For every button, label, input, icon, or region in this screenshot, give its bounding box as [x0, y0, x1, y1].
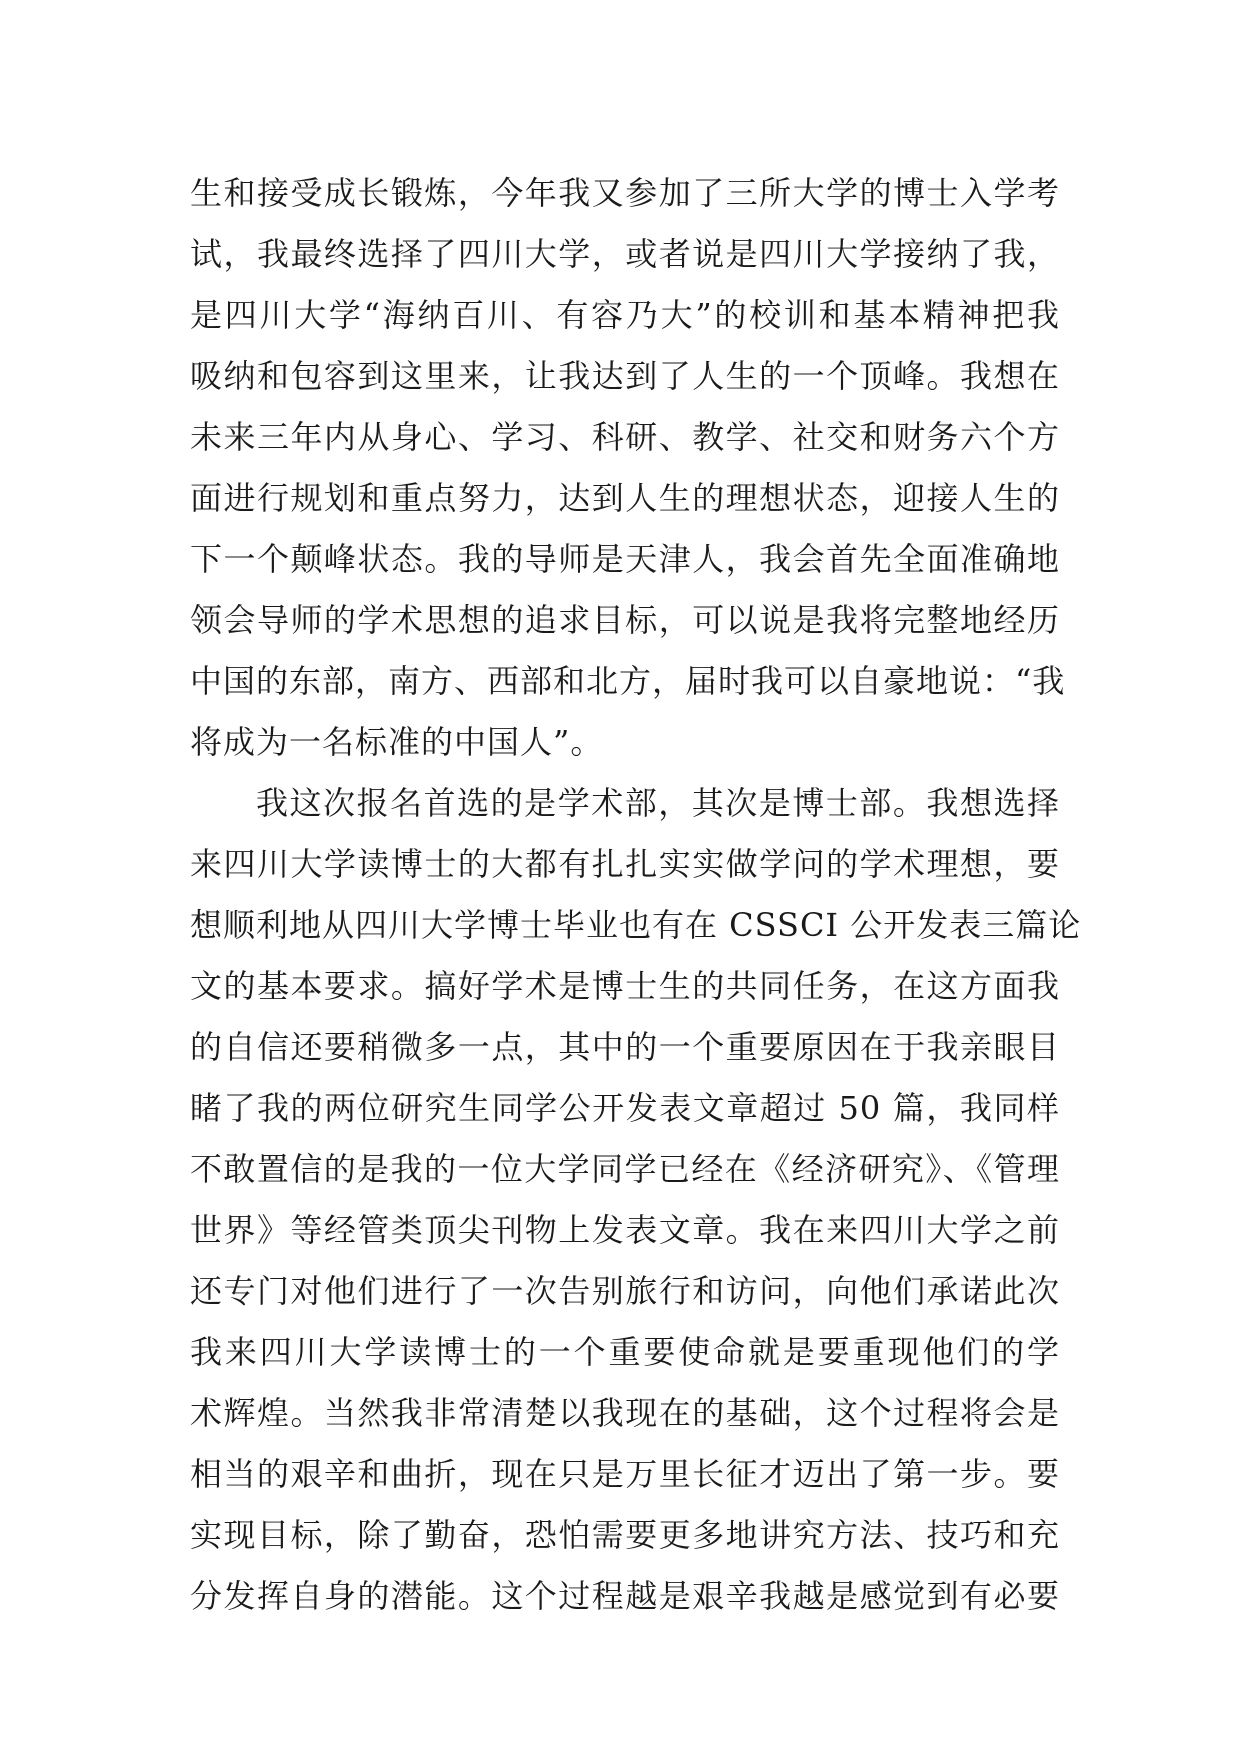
text-line: 术辉煌。当然我非常清楚以我现在的基础，这个过程将会是	[190, 1394, 1060, 1432]
text-line: 相当的艰辛和曲折，现在只是万里长征才迈出了第一步。要	[190, 1455, 1060, 1493]
text-line: 下一个颠峰状态。我的导师是天津人，我会首先全面准确地	[190, 540, 1060, 578]
body-text	[190, 163, 1082, 1627]
text-line: 试，我最终选择了四川大学，或者说是四川大学接纳了我，	[190, 235, 1060, 273]
text-line: 分发挥自身的潜能。这个过程越是艰辛我越是感觉到有必要	[190, 1577, 1060, 1615]
text-line: 来四川大学读博士的大都有扎扎实实做学问的学术理想，要	[190, 845, 1060, 883]
text-line: 是四川大学“海纳百川、有容乃大”的校训和基本精神把我	[190, 296, 1060, 334]
text-line: 的自信还要稍微多一点，其中的一个重要原因在于我亲眼目	[190, 1028, 1060, 1066]
text-line: 面进行规划和重点努力，达到人生的理想状态，迎接人生的	[190, 479, 1060, 517]
text-line: 将成为一名标准的中国人”。	[190, 723, 604, 761]
text-line: 想顺利地从四川大学博士毕业也有在 CSSCI 公开发表三篇论	[190, 906, 1082, 944]
paragraph-1	[190, 163, 1066, 773]
text-line: 未来三年内从身心、学习、科研、教学、社交和财务六个方	[190, 418, 1060, 456]
text-line: 生和接受成长锻炼，今年我又参加了三所大学的博士入学考	[190, 174, 1060, 212]
text-line: 吸纳和包容到这里来，让我达到了人生的一个顶峰。我想在	[190, 357, 1060, 395]
text-line: 实现目标，除了勤奋，恐怕需要更多地讲究方法、技巧和充	[190, 1516, 1060, 1554]
text-line: 睹了我的两位研究生同学公开发表文章超过 50 篇，我同样	[190, 1089, 1060, 1127]
text-line: 还专门对他们进行了一次告别旅行和访问，向他们承诺此次	[190, 1272, 1060, 1310]
text-line: 世界》等经管类顶尖刊物上发表文章。我在来四川大学之前	[190, 1211, 1060, 1249]
text-line: 我来四川大学读博士的一个重要使命就是要重现他们的学	[190, 1333, 1060, 1371]
text-line: 不敢置信的是我的一位大学同学已经在《经济研究》、《管理	[190, 1150, 1060, 1188]
paragraph-2	[190, 773, 1082, 1627]
text-line: 我这次报名首选的是学术部，其次是博士部。我想选择	[256, 784, 1060, 822]
text-line: 领会导师的学术思想的追求目标，可以说是我将完整地经历	[190, 601, 1060, 639]
text-line: 中国的东部，南方、西部和北方，届时我可以自豪地说：“我	[190, 662, 1066, 700]
text-line: 文的基本要求。搞好学术是博士生的共同任务，在这方面我	[190, 967, 1060, 1005]
